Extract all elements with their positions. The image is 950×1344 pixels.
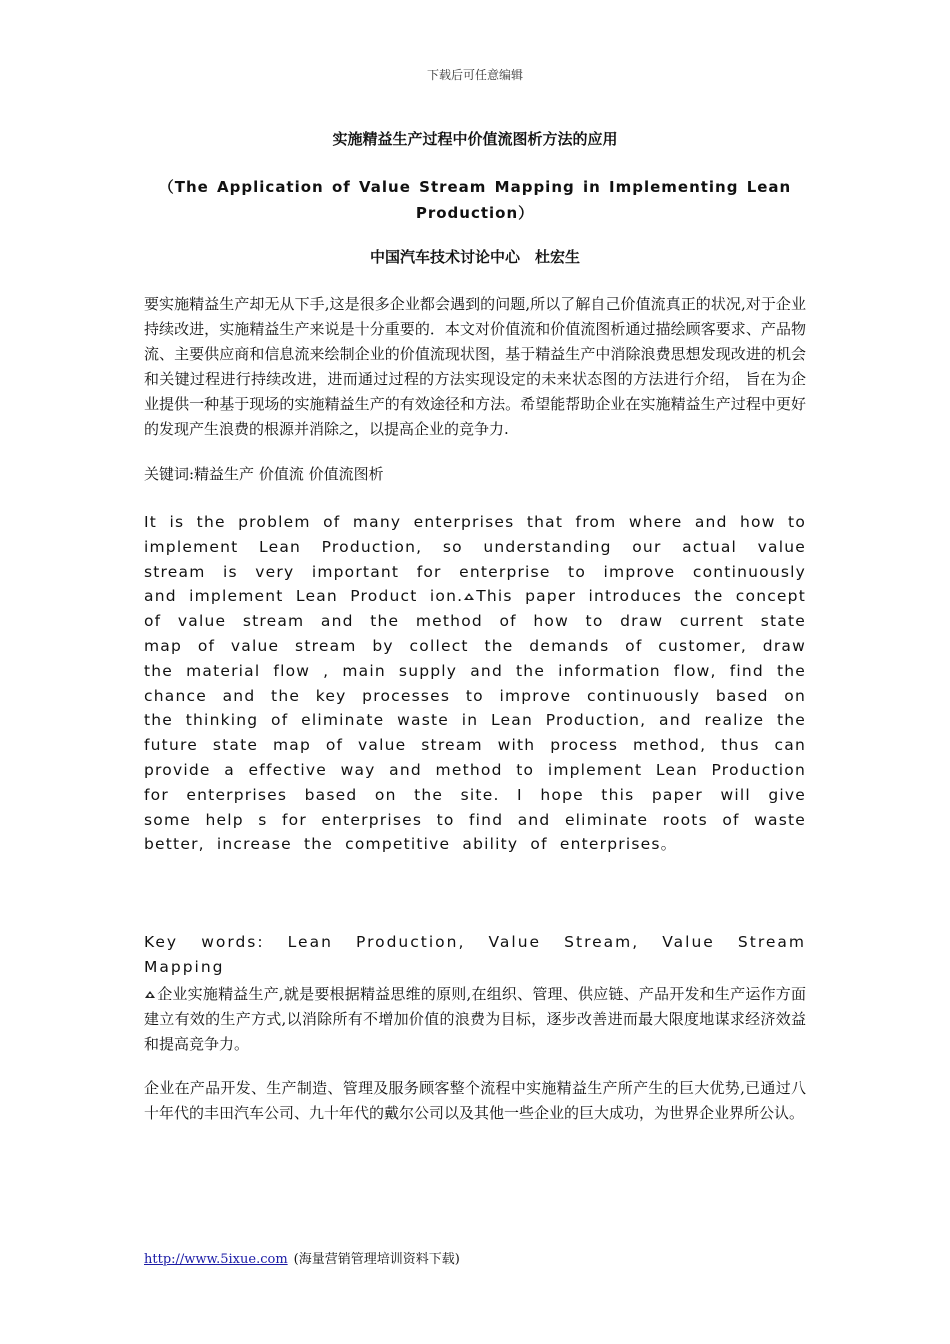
drop-marker-icon	[144, 989, 156, 999]
page-footer	[144, 1248, 460, 1267]
body-paragraph-1-text: 企业实施精益生产,就是要根据精益思维的原则,在组织、管理、供应链、产品开发和生产运作方面建立有效的生产方式,以消除所有不增加价值的浪费为目标，逐步改善进而最大限度地谋求经济效益和提高竞争力。	[144, 985, 806, 1053]
document-subtitle-english: （The Application of Value Stream Mapping in Implementing Lean Production）	[158, 178, 792, 222]
keywords-english: Key words: Lean Production, Value Stream, Value Stream Mapping	[144, 933, 806, 976]
abstract-english	[144, 510, 806, 857]
keywords-chinese: 关键词:精益生产 价值流 价值流图析	[144, 465, 384, 483]
drop-marker-icon	[463, 591, 475, 601]
footer-note: (海量营销管理培训资料下载)	[293, 1252, 460, 1267]
abstract-chinese: 要实施精益生产却无从下手,这是很多企业都会遇到的问题,所以了解自己价值流真正的状况,对于企业持续改进，实施精益生产来说是十分重要的．本文对价值流和价值流图析通过描绘顾客要求、产品物流、主要供应商和信息流来绘制企业的价值流现状图，基于精益生产中消除浪费思想发现改进的机会和关键过程进行持续改进，进而通过过程的方法实现设定的未来状态图的方法进行介绍， 旨在为企业提供一种基于现场的实施精益生产的有效途径和方法。希望能帮助企业在实施精益生产过程中更好的发现产生浪费的根源并消除之，以提高企业的竞争力.	[144, 295, 806, 438]
header-note: 下载后可任意编辑	[426, 68, 523, 82]
abstract-english-part1: It is the problem of many enterprises that from where and how to implement Lean Production, so understanding our actual value stream is very important for enterprise to improve continuously and implement Lean Product ion.	[144, 513, 806, 606]
body-paragraph-1	[144, 982, 806, 1057]
document-author: 中国汽车技术讨论中心 杜宏生	[369, 248, 580, 266]
document-title: 实施精益生产过程中价值流图析方法的应用	[332, 130, 618, 148]
body-paragraph-2: 企业在产品开发、生产制造、管理及服务顾客整个流程中实施精益生产所产生的巨大优势,已通过八十年代的丰田汽车公司、九十年代的戴尔公司以及其他一些企业的巨大成功，为世界企业界所公认。	[144, 1079, 806, 1122]
footer-website-link[interactable]: http://www.5ixue.com	[144, 1252, 288, 1267]
abstract-english-part2: This paper introduces the concept of value stream and the method of how to draw current state map of value stream by collect the demands of customer, draw the material flow , main supply and the information flow, find the chance and the key processes to improve continuously based on the thinking of eliminate waste in Lean Production, and realize the future state map of value stream with process method, thus can provide a effective way and method to implement Lean Production for enterprises based on the site. I hope this paper will give some help s for enterprises to find and eliminate roots of waste better, increase the competitive ability of enterprises。	[144, 587, 806, 854]
